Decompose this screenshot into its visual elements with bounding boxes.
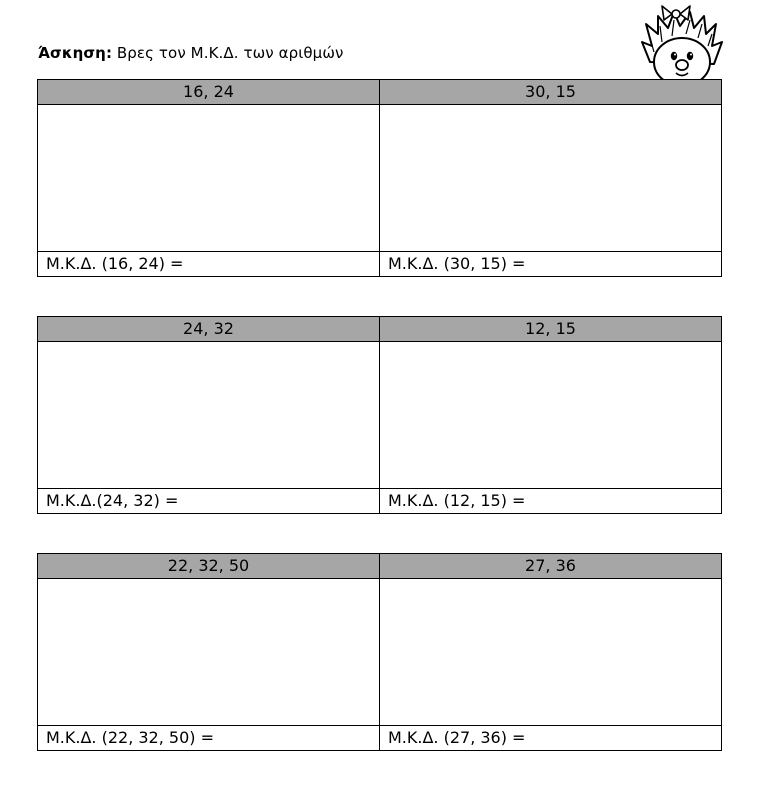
work-area[interactable]	[38, 579, 380, 726]
answer-line[interactable]: Μ.Κ.Δ.(24, 32) =	[38, 489, 380, 514]
work-area[interactable]	[38, 342, 380, 489]
answer-line[interactable]: Μ.Κ.Δ. (12, 15) =	[380, 489, 722, 514]
numbers-header: 12, 15	[380, 317, 722, 342]
exercise-table	[37, 79, 722, 277]
numbers-header: 22, 32, 50	[38, 554, 380, 579]
exercise-table	[37, 316, 722, 514]
exercise-instruction: Βρες τον Μ.Κ.Δ. των αριθμών	[116, 44, 344, 62]
work-area[interactable]	[380, 342, 722, 489]
numbers-header: 24, 32	[38, 317, 380, 342]
work-area[interactable]	[380, 579, 722, 726]
numbers-header: 16, 24	[38, 80, 380, 105]
answer-line[interactable]: Μ.Κ.Δ. (30, 15) =	[380, 252, 722, 277]
numbers-header: 27, 36	[380, 554, 722, 579]
numbers-header: 30, 15	[380, 80, 722, 105]
work-area[interactable]	[380, 105, 722, 252]
work-area[interactable]	[38, 105, 380, 252]
answer-line[interactable]: Μ.Κ.Δ. (27, 36) =	[380, 726, 722, 751]
exercise-table	[37, 553, 722, 751]
exercise-title	[38, 44, 343, 62]
exercise-label: Άσκηση:	[38, 44, 113, 62]
answer-line[interactable]: Μ.Κ.Δ. (22, 32, 50) =	[38, 726, 380, 751]
answer-line[interactable]: Μ.Κ.Δ. (16, 24) =	[38, 252, 380, 277]
